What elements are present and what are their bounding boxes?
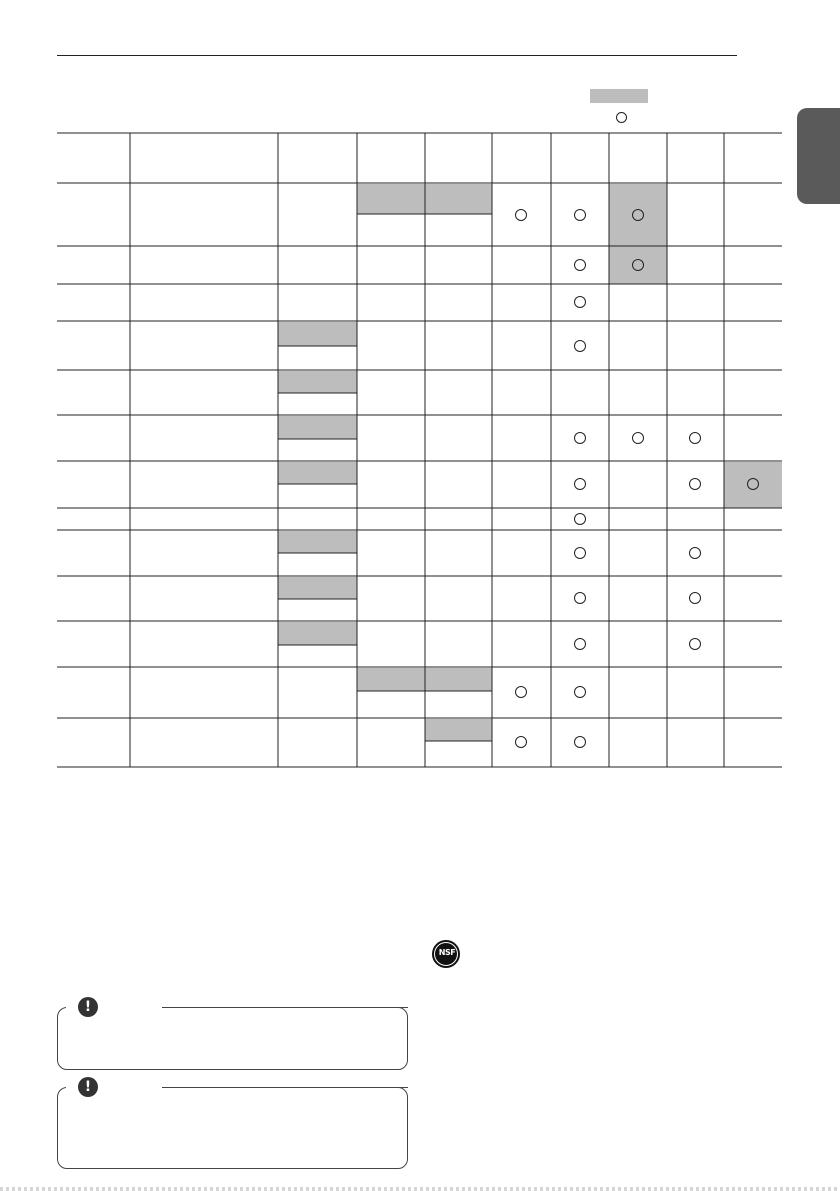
caution-icon xyxy=(76,1075,100,1099)
compatibility-mark xyxy=(575,210,586,221)
compatibility-mark xyxy=(690,433,701,444)
nsf-logo-text: NSF xyxy=(438,948,456,957)
compatibility-mark xyxy=(690,548,701,559)
compatibility-mark xyxy=(575,260,586,271)
compatibility-mark xyxy=(690,593,701,604)
compatibility-mark xyxy=(633,433,644,444)
note-1-header-line xyxy=(162,1007,408,1008)
highlight-cell xyxy=(278,577,357,599)
note-box-2 xyxy=(57,1087,408,1169)
compatibility-mark xyxy=(575,737,586,748)
highlight-cell xyxy=(278,622,357,645)
nsf-logo xyxy=(432,940,460,968)
compatibility-mark xyxy=(575,687,586,698)
highlight-cell xyxy=(609,246,667,284)
highlight-cell xyxy=(425,184,492,214)
highlight-cell xyxy=(425,668,492,691)
compatibility-mark xyxy=(575,297,586,308)
highlight-cell xyxy=(278,322,357,346)
compatibility-mark xyxy=(690,639,701,650)
compatibility-mark xyxy=(575,548,586,559)
compatibility-mark xyxy=(575,514,586,525)
compatibility-mark xyxy=(516,210,527,221)
compatibility-mark xyxy=(516,687,527,698)
highlight-cell xyxy=(724,462,782,508)
highlight-cell xyxy=(278,531,357,553)
highlight-cell xyxy=(278,371,357,393)
caution-icon-glyph: ! xyxy=(78,1077,98,1097)
page-edge xyxy=(0,1187,840,1191)
compatibility-mark xyxy=(575,341,586,352)
compatibility-mark xyxy=(575,479,586,490)
highlight-cell xyxy=(425,719,492,741)
highlight-cell xyxy=(357,184,425,214)
highlight-cell xyxy=(609,184,667,246)
highlight-cell xyxy=(278,462,357,484)
caution-icon-glyph: ! xyxy=(78,997,98,1017)
compatibility-mark xyxy=(575,433,586,444)
note-2-header-line xyxy=(162,1087,408,1088)
highlight-cell xyxy=(357,668,425,691)
compatibility-mark xyxy=(516,737,527,748)
compatibility-mark xyxy=(575,593,586,604)
compatibility-mark xyxy=(690,479,701,490)
compatibility-mark xyxy=(575,639,586,650)
highlight-cell xyxy=(278,416,357,439)
caution-icon xyxy=(76,995,100,1019)
